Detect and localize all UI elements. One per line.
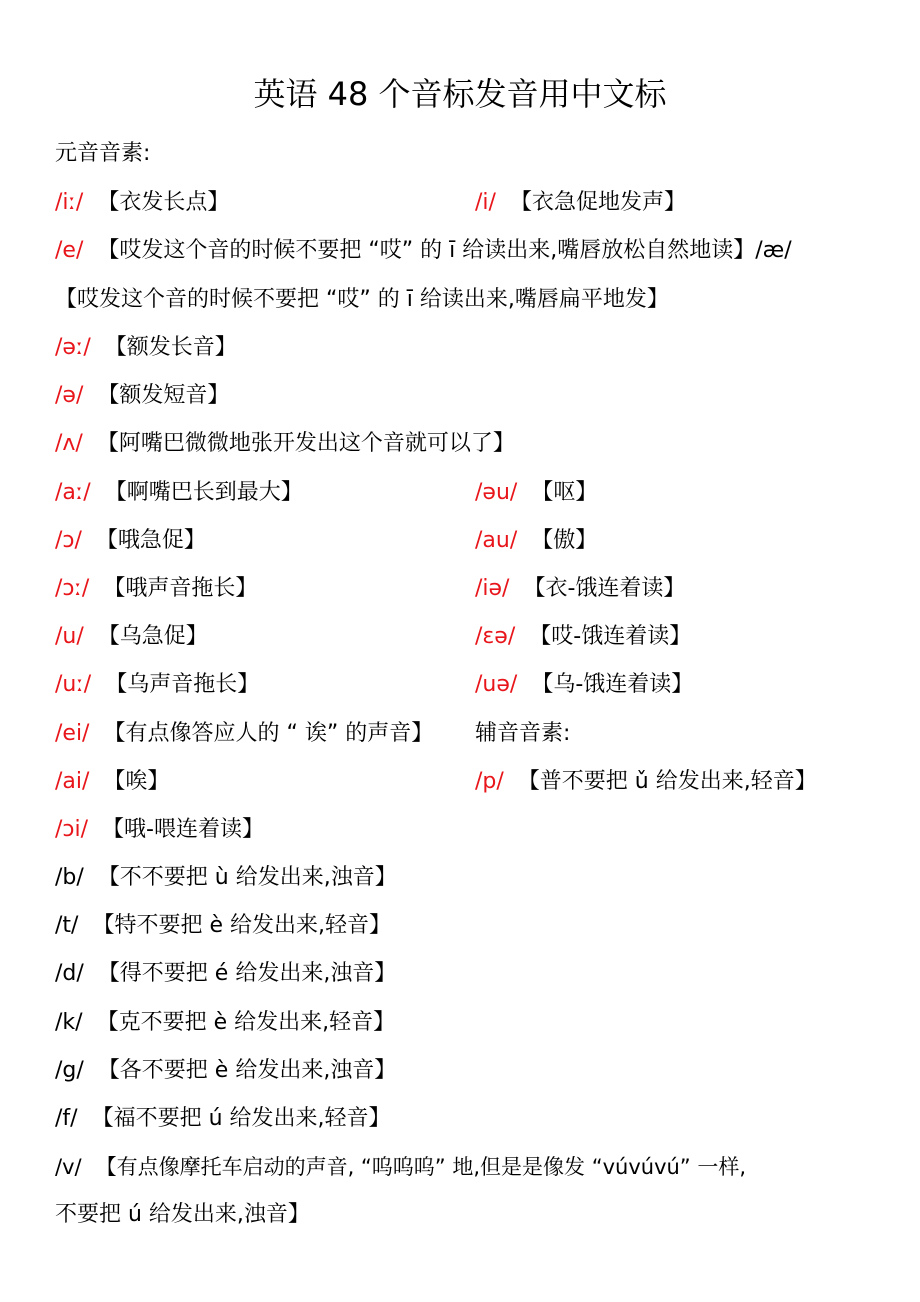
phoneme-description: 【呕】: [531, 480, 598, 505]
phoneme-row: [55, 862, 880, 894]
phoneme-row: [55, 669, 880, 701]
phoneme-symbol: /iə/: [475, 576, 510, 601]
phoneme-description: 【不不要把 ù 给发出来,浊音】: [97, 865, 397, 890]
phoneme-entry-right: [475, 525, 597, 557]
phoneme-description: 【傲】: [531, 528, 598, 553]
phoneme-symbol: /d/: [55, 961, 84, 986]
phoneme-symbol: /u/: [55, 624, 84, 649]
phoneme-row: [55, 1103, 880, 1135]
phoneme-description: 【阿嘴巴微微地张开发出这个音就可以了】: [96, 431, 515, 456]
vowel-heading: 元音音素:: [55, 141, 151, 166]
phoneme-symbol: /f/: [55, 1106, 78, 1131]
phoneme-row: [55, 235, 880, 267]
phoneme-row: [55, 718, 880, 750]
page-title: 英语 48 个音标发音用中文标: [253, 75, 667, 113]
phoneme-description: 【衣急促地发声】: [509, 190, 686, 215]
phoneme-symbol: /ei/: [55, 721, 90, 746]
phoneme-description: 【哦-喂连着读】: [102, 817, 264, 842]
phoneme-description: 【乌声音拖长】: [105, 672, 260, 697]
phoneme-entry-right: [475, 477, 597, 509]
phoneme-description-continued: 【哎发这个音的时候不要把 “哎” 的 ī 给读出来,嘴唇扁平地发】: [55, 287, 669, 312]
phoneme-symbol: /v/: [55, 1155, 82, 1179]
phoneme-description: 【福不要把 ú 给发出来,轻音】: [91, 1106, 391, 1131]
phoneme-description: 【哎发这个音的时候不要把 “哎” 的 ī 给读出来,嘴唇放松自然地读】/æ/: [97, 238, 792, 263]
phoneme-row: [55, 766, 880, 798]
phoneme-description: 【克不要把 è 给发出来,轻音】: [96, 1010, 396, 1035]
phoneme-symbol: /t/: [55, 913, 79, 938]
phoneme-row: [55, 910, 880, 942]
phoneme-description: 【特不要把 è 给发出来,轻音】: [92, 913, 391, 938]
phoneme-description: 【哎-饿连着读】: [529, 624, 692, 649]
phoneme-description: 【哦急促】: [95, 528, 206, 553]
phoneme-description: 【乌-饿连着读】: [531, 672, 694, 697]
phoneme-description: 【额发长音】: [104, 335, 237, 360]
phoneme-entry-right: [475, 621, 691, 653]
phoneme-row: [55, 814, 880, 846]
phoneme-symbol: /ɛə/: [475, 624, 516, 649]
phoneme-symbol: /ə/: [55, 383, 84, 408]
phoneme-description: 【额发短音】: [97, 383, 230, 408]
phoneme-symbol: /əː/: [55, 335, 91, 360]
phoneme-description: 【衣发长点】: [97, 190, 230, 215]
phoneme-description: 【各不要把 è 给发出来,浊音】: [97, 1058, 397, 1083]
phoneme-row: [55, 1007, 880, 1039]
phoneme-description-continued: 不要把 ú 给发出来,浊音】: [55, 1202, 310, 1227]
phoneme-description: 【乌急促】: [97, 624, 208, 649]
phoneme-symbol: /p/: [475, 769, 504, 794]
phoneme-description: 【衣-饿连着读】: [523, 576, 686, 601]
phoneme-row: [55, 525, 880, 557]
phoneme-symbol: /ɔi/: [55, 817, 89, 842]
phoneme-description: 【哦声音拖长】: [103, 576, 258, 601]
phoneme-entry-right: [475, 766, 817, 798]
phoneme-row: [55, 958, 880, 990]
phoneme-entry-right: [475, 573, 685, 605]
phoneme-symbol: /i/: [475, 190, 496, 215]
phoneme-description: 【普不要把 ǔ 给发出来,轻音】: [517, 769, 817, 794]
phoneme-symbol: /ai/: [55, 769, 90, 794]
phoneme-row: [55, 477, 880, 509]
phoneme-row: [55, 428, 880, 460]
phoneme-row: [55, 380, 880, 412]
phoneme-symbol: /ɔː/: [55, 576, 90, 601]
phoneme-symbol: /iː/: [55, 190, 84, 215]
phoneme-row: [55, 187, 880, 219]
phoneme-description: 【唉】: [103, 769, 170, 794]
phoneme-symbol: /b/: [55, 865, 84, 890]
phoneme-symbol: /uə/: [475, 672, 518, 697]
phoneme-symbol: /uː/: [55, 672, 92, 697]
consonant-heading: 辅音音素:: [475, 721, 571, 746]
phoneme-description: 【啊嘴巴长到最大】: [104, 480, 303, 505]
phoneme-entry-right: [475, 669, 693, 701]
phoneme-symbol: /əu/: [475, 480, 518, 505]
phoneme-symbol: /g/: [55, 1058, 84, 1083]
phoneme-description: 【得不要把 é 给发出来,浊音】: [97, 961, 397, 986]
phoneme-symbol: /ʌ/: [55, 431, 83, 456]
phoneme-description: 【有点像摩托车启动的声音, “呜呜呜” 地,但是是像发 “vúvúvú” 一样,: [95, 1155, 747, 1179]
phoneme-symbol: /e/: [55, 238, 84, 263]
phoneme-symbol: /k/: [55, 1010, 83, 1035]
phoneme-row: [55, 573, 880, 605]
phoneme-row: [55, 1151, 880, 1183]
phoneme-symbol: /aː/: [55, 480, 91, 505]
phoneme-row: [55, 621, 880, 653]
phoneme-row: [55, 332, 880, 364]
phoneme-entry-right: [475, 187, 686, 219]
phoneme-row: [55, 1055, 880, 1087]
phoneme-description: 【有点像答应人的 “ 诶” 的声音】: [103, 721, 434, 746]
phoneme-symbol: /ɔ/: [55, 528, 82, 553]
phoneme-symbol: /au/: [475, 528, 518, 553]
